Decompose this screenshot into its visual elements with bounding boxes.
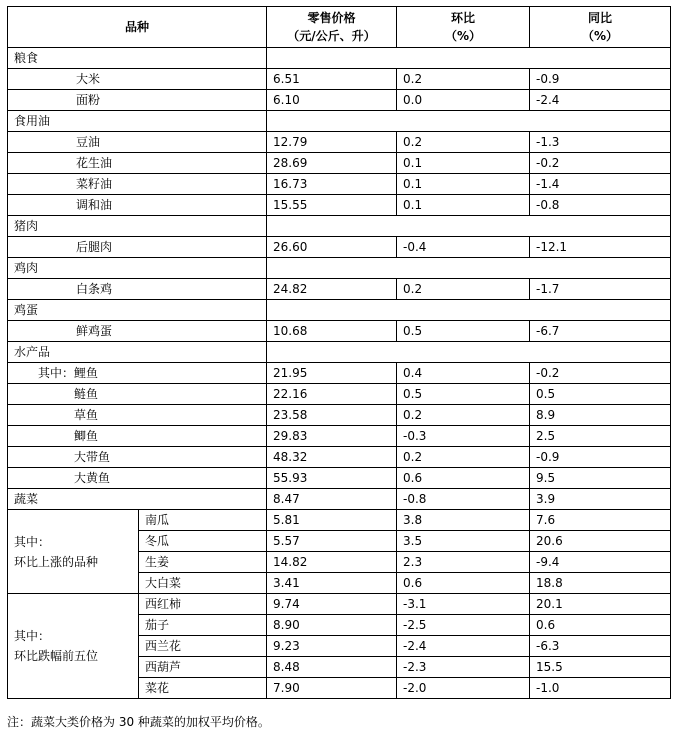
table-row (8, 468, 671, 489)
category-row (8, 111, 671, 132)
item-name: 大白菜 (139, 573, 267, 594)
item-price: 9.23 (267, 636, 397, 657)
table-row (8, 321, 671, 342)
price-table-body (8, 48, 671, 699)
table-row (8, 447, 671, 468)
falling-group-label (8, 594, 139, 699)
item-yoy: -1.7 (530, 279, 671, 300)
item-mom: -3.1 (397, 594, 530, 615)
item-name: 西葫芦 (139, 657, 267, 678)
item-mom: 0.5 (397, 384, 530, 405)
item-price: 9.74 (267, 594, 397, 615)
rising-group-label-line2: 环比上涨的品种 (14, 554, 99, 569)
item-mom: -2.3 (397, 657, 530, 678)
item-name: 鲜鸡蛋 (8, 321, 267, 342)
item-name: 大黄鱼 (8, 468, 267, 489)
table-row (8, 510, 671, 531)
header-yoy (530, 7, 671, 48)
falling-group-label-line1: 其中： (14, 629, 51, 643)
item-name: 茄子 (139, 615, 267, 636)
item-name: 白条鸡 (8, 279, 267, 300)
table-row (8, 363, 671, 384)
item-price: 21.95 (267, 363, 397, 384)
header-mom-line1: 环比 (450, 11, 475, 25)
table-row (8, 426, 671, 447)
table-row (8, 384, 671, 405)
category-empty-cell (267, 258, 671, 279)
item-mom: -2.5 (397, 615, 530, 636)
item-name: 面粉 (8, 90, 267, 111)
item-name: 蔬菜 (8, 489, 267, 510)
category-row (8, 216, 671, 237)
category-empty-cell (267, 111, 671, 132)
item-yoy: 20.6 (530, 531, 671, 552)
footnote: 注：蔬菜大类价格为 30 种蔬菜的加权平均价格。 (7, 715, 270, 729)
category-row (8, 300, 671, 321)
item-mom: -0.8 (397, 489, 530, 510)
item-yoy: -1.4 (530, 174, 671, 195)
item-name: 草鱼 (8, 405, 267, 426)
item-name: 西兰花 (139, 636, 267, 657)
rising-group-label-line1: 其中： (14, 534, 51, 549)
item-name: 南瓜 (139, 510, 267, 531)
item-mom: 0.2 (397, 69, 530, 90)
table-row (8, 405, 671, 426)
item-mom: 0.6 (397, 468, 530, 489)
category-empty-cell (267, 216, 671, 237)
header-mom-line2: （%） (444, 29, 482, 43)
item-price: 8.47 (267, 489, 397, 510)
item-price: 6.51 (267, 69, 397, 90)
header-retail-price-line1: 零售价格 (307, 11, 356, 25)
item-price: 26.60 (267, 237, 397, 258)
table-row (8, 153, 671, 174)
item-mom: 0.0 (397, 90, 530, 111)
item-yoy: -2.4 (530, 90, 671, 111)
item-price: 7.90 (267, 678, 397, 699)
item-mom: -0.4 (397, 237, 530, 258)
table-row (8, 69, 671, 90)
item-price: 23.58 (267, 405, 397, 426)
item-yoy: -0.9 (530, 69, 671, 90)
table-row (8, 90, 671, 111)
item-price: 29.83 (267, 426, 397, 447)
item-mom: 0.2 (397, 405, 530, 426)
item-yoy: -6.3 (530, 636, 671, 657)
item-mom: -0.3 (397, 426, 530, 447)
item-yoy: 0.5 (530, 384, 671, 405)
category-name: 粮食 (8, 48, 267, 69)
item-mom: 0.1 (397, 174, 530, 195)
category-row (8, 48, 671, 69)
item-yoy: 7.6 (530, 510, 671, 531)
item-mom: 2.3 (397, 552, 530, 573)
item-yoy: -9.4 (530, 552, 671, 573)
item-price: 8.90 (267, 615, 397, 636)
item-price: 24.82 (267, 279, 397, 300)
item-mom: 0.6 (397, 573, 530, 594)
item-yoy: -1.3 (530, 132, 671, 153)
item-name: 其中：鲤鱼 (8, 363, 267, 384)
item-price: 15.55 (267, 195, 397, 216)
item-yoy: -0.2 (530, 153, 671, 174)
item-yoy: 18.8 (530, 573, 671, 594)
item-price: 8.48 (267, 657, 397, 678)
category-empty-cell (267, 342, 671, 363)
header-retail-price (267, 7, 397, 48)
item-price: 6.10 (267, 90, 397, 111)
item-yoy: -6.7 (530, 321, 671, 342)
item-mom: 0.5 (397, 321, 530, 342)
category-name: 水产品 (8, 342, 267, 363)
header-variety: 品种 (8, 7, 267, 48)
item-name: 菜籽油 (8, 174, 267, 195)
item-yoy: -1.0 (530, 678, 671, 699)
item-yoy: 2.5 (530, 426, 671, 447)
item-price: 22.16 (267, 384, 397, 405)
table-row (8, 594, 671, 615)
item-name: 大带鱼 (8, 447, 267, 468)
item-name: 鲢鱼 (8, 384, 267, 405)
item-name: 西红柿 (139, 594, 267, 615)
table-row (8, 237, 671, 258)
item-mom: 0.2 (397, 447, 530, 468)
item-name: 豆油 (8, 132, 267, 153)
category-name: 鸡肉 (8, 258, 267, 279)
item-mom: 3.5 (397, 531, 530, 552)
item-name: 鲫鱼 (8, 426, 267, 447)
item-name: 后腿肉 (8, 237, 267, 258)
item-mom: 0.2 (397, 132, 530, 153)
item-yoy: -0.8 (530, 195, 671, 216)
item-yoy: -12.1 (530, 237, 671, 258)
item-mom: 3.8 (397, 510, 530, 531)
item-price: 5.57 (267, 531, 397, 552)
category-name: 鸡蛋 (8, 300, 267, 321)
item-price: 10.68 (267, 321, 397, 342)
header-row (8, 7, 671, 48)
vegetables-row (8, 489, 671, 510)
item-yoy: 15.5 (530, 657, 671, 678)
category-name: 食用油 (8, 111, 267, 132)
rising-group-label (8, 510, 139, 594)
item-yoy: 9.5 (530, 468, 671, 489)
item-yoy: 3.9 (530, 489, 671, 510)
item-yoy: -0.2 (530, 363, 671, 384)
item-yoy: 8.9 (530, 405, 671, 426)
category-row (8, 258, 671, 279)
table-row (8, 132, 671, 153)
item-yoy: 0.6 (530, 615, 671, 636)
item-price: 16.73 (267, 174, 397, 195)
category-empty-cell (267, 48, 671, 69)
table-row (8, 279, 671, 300)
item-name: 大米 (8, 69, 267, 90)
item-mom: 0.1 (397, 153, 530, 174)
item-yoy: -0.9 (530, 447, 671, 468)
falling-group-label-line2: 环比跌幅前五位 (14, 649, 99, 663)
item-name: 冬瓜 (139, 531, 267, 552)
item-mom: 0.1 (397, 195, 530, 216)
header-retail-price-line2: （元/公斤、升） (287, 29, 376, 43)
table-row (8, 195, 671, 216)
header-yoy-line1: 同比 (587, 11, 612, 25)
item-name: 花生油 (8, 153, 267, 174)
header-yoy-line2: （%） (581, 29, 619, 43)
item-mom: 0.4 (397, 363, 530, 384)
item-mom: 0.2 (397, 279, 530, 300)
item-name: 生姜 (139, 552, 267, 573)
item-price: 48.32 (267, 447, 397, 468)
item-price: 28.69 (267, 153, 397, 174)
item-mom: -2.0 (397, 678, 530, 699)
category-empty-cell (267, 300, 671, 321)
item-yoy: 20.1 (530, 594, 671, 615)
item-price: 5.81 (267, 510, 397, 531)
category-row (8, 342, 671, 363)
price-table (7, 6, 671, 699)
category-name: 猪肉 (8, 216, 267, 237)
item-name: 菜花 (139, 678, 267, 699)
table-row (8, 174, 671, 195)
item-name: 调和油 (8, 195, 267, 216)
item-price: 3.41 (267, 573, 397, 594)
item-price: 12.79 (267, 132, 397, 153)
header-mom (397, 7, 530, 48)
item-price: 14.82 (267, 552, 397, 573)
item-price: 55.93 (267, 468, 397, 489)
item-mom: -2.4 (397, 636, 530, 657)
